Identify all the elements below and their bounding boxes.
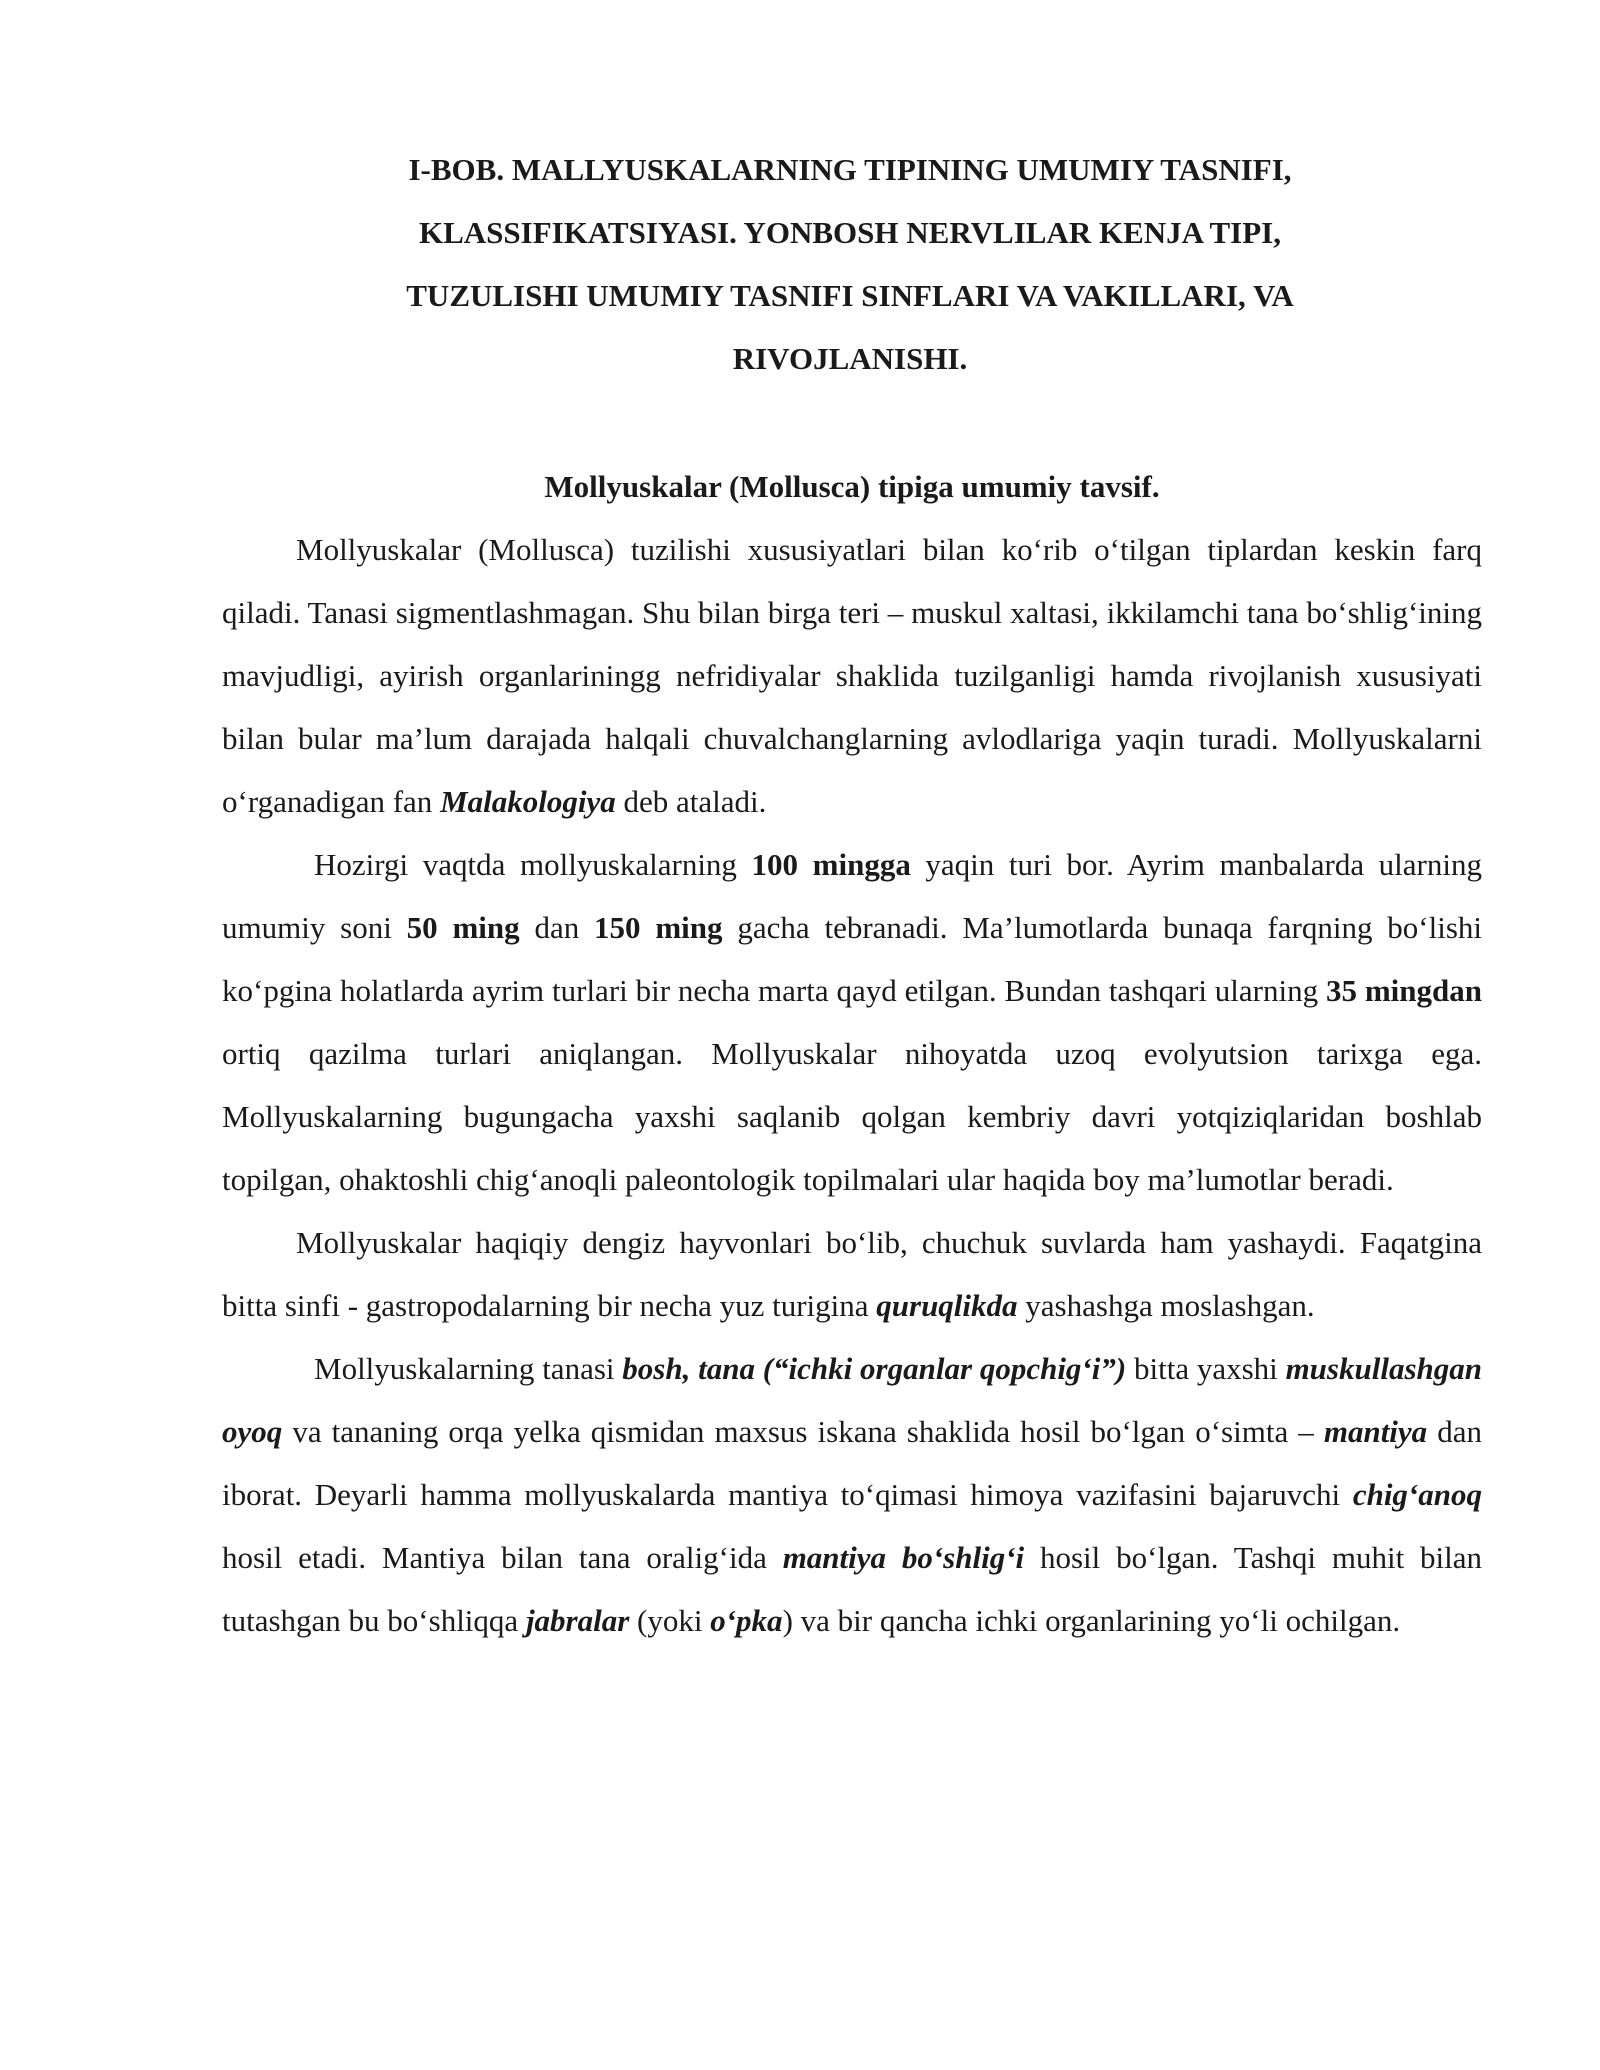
paragraph-2-text-3: dan [519,910,595,945]
paragraph-3-text-1: Mollyuskalar haqiqiy dengiz hayvonlari bo‘lib, chuchuk suvlarda ham yashaydi. Faqatgina bitta sinfi - gastropodalarning bir necha yuz turigina [222,1225,1482,1323]
term-mantiya-boshligi: mantiya bo‘shlig‘i [782,1540,1025,1575]
paragraph-4-text-1: Mollyuskalarning tanasi [314,1351,623,1386]
paragraph-4-text-8: ) va bir qancha ichki organlarining yo‘li ochilgan. [782,1603,1401,1638]
paragraph-4 [222,1337,1482,1652]
chapter-title-line-4: RIVOJLANISHI. [732,341,968,376]
paragraph-3 [222,1211,1482,1337]
term-muskullashgan-oyoq: muskullashgan oyoq [222,1351,1482,1449]
chapter-title-line-2: KLASSIFIKATSIYASI. YONBOSH NERVLILAR KENJA TIPI, [419,215,1281,250]
paragraph-4-text-4: dan iborat. Deyarli hamma mollyuskalarda mantiya to‘qimasi himoya vazifasini bajaruvchi [222,1414,1483,1512]
paragraph-1-text-end: deb ataladi. [615,784,767,819]
paragraph-1-text: Mollyuskalar (Mollusca) tuzilishi xususiyatlari bilan ko‘rib o‘tilgan tiplardan keskin farq qiladi. Tanasi sigmentlashmagan. Shu bilan birga teri – muskul xaltasi, ikkilamchi tana bo‘shlig‘ining mavjudligi, ayirish organlariningg nefridiyalar shaklida tuzilganligi hamda rivojlanish xususiyati bilan bular ma’lum darajada halqali chuvalchanglarning avlodlariga yaqin turadi. Mollyuskalarni o‘rganadigan fan [222,532,1482,819]
number-50-ming: 50 ming [406,910,520,945]
paragraph-1 [222,518,1482,833]
paragraph-4-text-7: (yoki [629,1603,711,1638]
term-malakologiya: Malakologiya [440,784,616,819]
paragraph-4-text-2: bitta yaxshi [1126,1351,1286,1386]
term-jabralar: jabralar [525,1603,630,1638]
term-quruqlikda: quruqlikda [876,1288,1018,1323]
term-chiganoq: chig‘anoq [1352,1477,1482,1512]
paragraph-2-text-2: yaqin turi bor. Ayrim manbalarda ularning umumiy soni [222,847,1482,945]
term-opka: o‘pka [710,1603,783,1638]
paragraph-4-text-6: hosil bo‘lgan. Tashqi muhit bilan tutashgan bu bo‘shliqqa [222,1540,1482,1638]
number-100-mingga: 100 mingga [751,847,911,882]
body-text [222,518,1482,1652]
chapter-title-line-1: I-BOB. MALLYUSKALARNING TIPINING UMUMIY TASNIFI, [408,152,1292,187]
number-35-mingdan: 35 mingdan [1325,973,1482,1008]
term-mantiya: mantiya [1323,1414,1428,1449]
paragraph-2-text-4: gacha tebranadi. Ma’lumotlarda bunaqa farqning bo‘lishi ko‘pgina holatlarda ayrim turlari bir necha marta qayd etilgan. Bundan tashqari ularning [222,910,1482,1008]
paragraph-2-text-1: Hozirgi vaqtda mollyuskalarning [314,847,752,882]
paragraph-2-text-5: ortiq qazilma turlari aniqlangan. Mollyuskalar nihoyatda uzoq evolyutsion tarixga ega. Mollyuskalarning bugungacha yaxshi saqlanib qolgan kembriy davri yotqiziqlaridan boshlab topilgan, ohaktoshli chig‘anoqli paleontologik topilmalari ular haqida boy ma’lumotlar beradi. [222,1036,1482,1197]
chapter-title-line-3: TUZULISHI UMUMIY TASNIFI SINFLARI VA VAKILLARI, VA [406,278,1294,313]
term-bosh-tana: bosh, tana (“ichki organlar qopchig‘i”) [622,1351,1127,1386]
paragraph-4-text-3: va tananing orqa yelka qismidan maxsus iskana shaklida hosil bo‘lgan o‘simta – [282,1414,1324,1449]
paragraph-3-text-2: yashashga moslashgan. [1017,1288,1315,1323]
section-title: Mollyuskalar (Mollusca) tipiga umumiy tavsif. [544,469,1160,504]
chapter-title [300,138,1400,390]
paragraph-4-text-5: hosil etadi. Mantiya bilan tana oralig‘ida [222,1540,783,1575]
paragraph-2 [222,833,1482,1211]
number-150-ming: 150 ming [594,910,723,945]
